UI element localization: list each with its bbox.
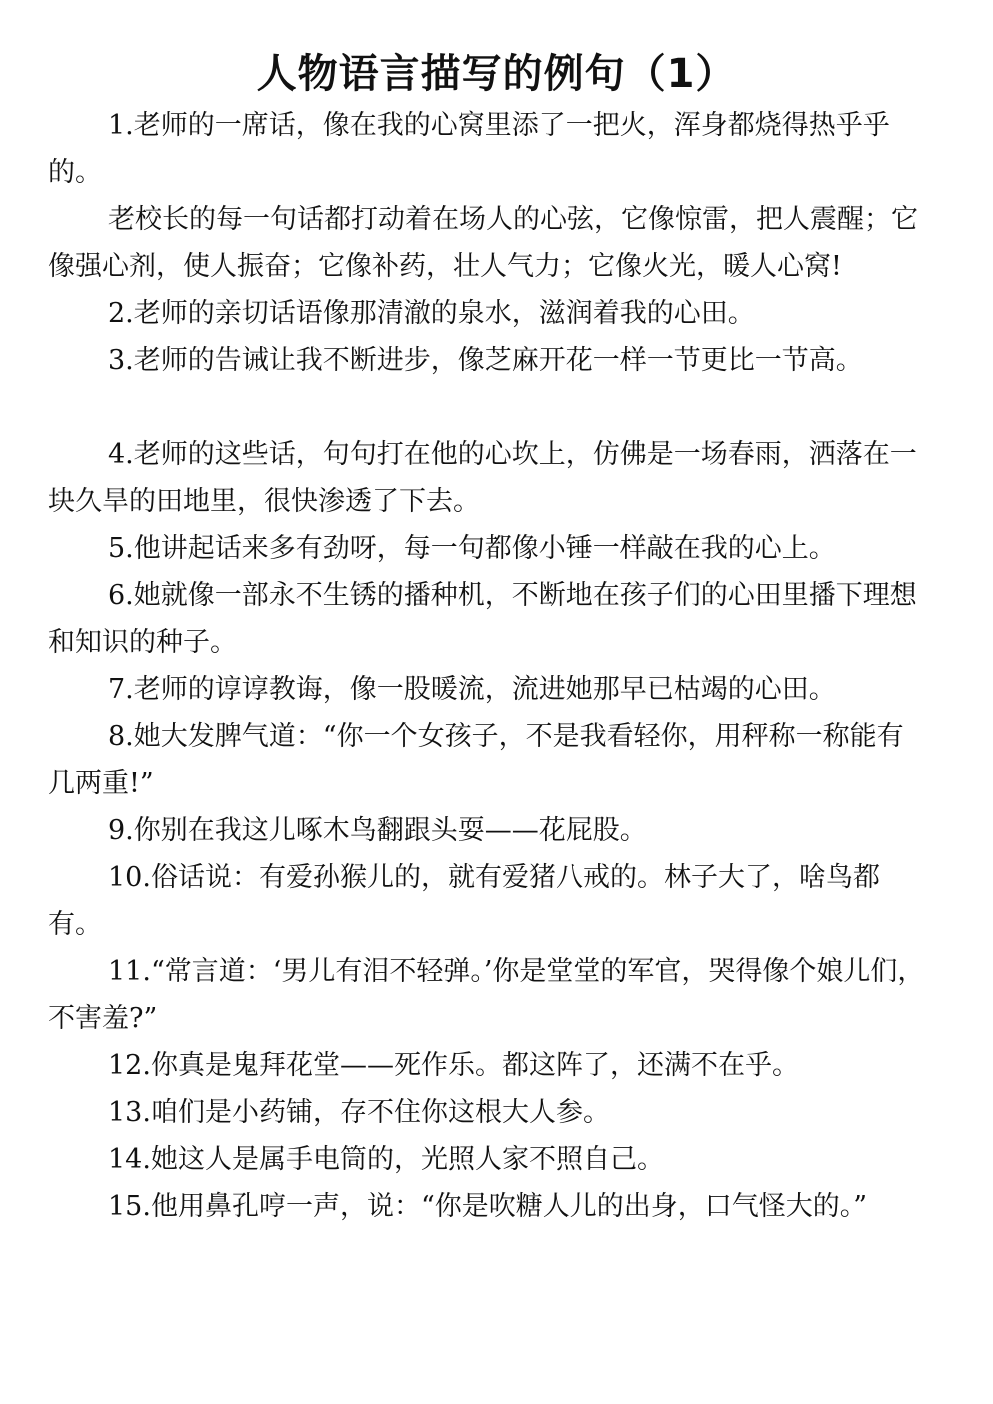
paragraph-7: 7.老师的谆谆教诲，像一股暖流，流进她那早已枯竭的心田。 bbox=[108, 674, 836, 705]
page-title: 人物语言描写的例句（1） bbox=[256, 51, 737, 97]
document-body bbox=[48, 102, 928, 1230]
paragraph-3: 3.老师的告诫让我不断进步，像芝麻开花一样一节更比一节高。 bbox=[108, 345, 863, 376]
paragraph-12: 12.你真是鬼拜花堂——死作乐。都这阵了，还满不在乎。 bbox=[108, 1050, 799, 1081]
paragraph-1-continued: 老校长的每一句话都打动着在场人的心弦，它像惊雷，把人震醒；它像强心剂，使人振奋；它像补药，壮人气力；它像火光，暖人心窝! bbox=[48, 204, 918, 282]
paragraph-8: 8.她大发脾气道：“你一个女孩子，不是我看轻你，用秤称一称能有几两重!” bbox=[48, 721, 904, 799]
blank-line bbox=[48, 384, 928, 431]
paragraph-15: 15.他用鼻孔哼一声，说：“你是吹糖人儿的出身，口气怪大的。” bbox=[108, 1191, 868, 1222]
paragraph-1: 1.老师的一席话，像在我的心窝里添了一把火，浑身都烧得热乎乎的。 bbox=[48, 110, 890, 188]
paragraph-6: 6.她就像一部永不生锈的播种机，不断地在孩子们的心田里播下理想和知识的种子。 bbox=[48, 580, 917, 658]
paragraph-14: 14.她这人是属手电筒的，光照人家不照自己。 bbox=[108, 1144, 664, 1175]
paragraph-10: 10.俗话说：有爱孙猴儿的，就有爱猪八戒的。林子大了，啥鸟都有。 bbox=[48, 862, 880, 940]
paragraph-9: 9.你别在我这儿啄木鸟翻跟头耍——花屁股。 bbox=[108, 815, 647, 846]
paragraph-4: 4.老师的这些话，句句打在他的心坎上，仿佛是一场春雨，洒落在一块久旱的田地里，很快渗透了下去。 bbox=[48, 439, 917, 517]
paragraph-11: 11.“常言道：‘男儿有泪不轻弹。’你是堂堂的军官，哭得像个娘儿们，不害羞?” bbox=[48, 956, 925, 1034]
paragraph-5: 5.他讲起话来多有劲呀，每一句都像小锤一样敲在我的心上。 bbox=[108, 533, 836, 564]
paragraph-2: 2.老师的亲切话语像那清澈的泉水，滋润着我的心田。 bbox=[108, 298, 755, 329]
paragraph-13: 13.咱们是小药铺，存不住你这根大人参。 bbox=[108, 1097, 610, 1128]
